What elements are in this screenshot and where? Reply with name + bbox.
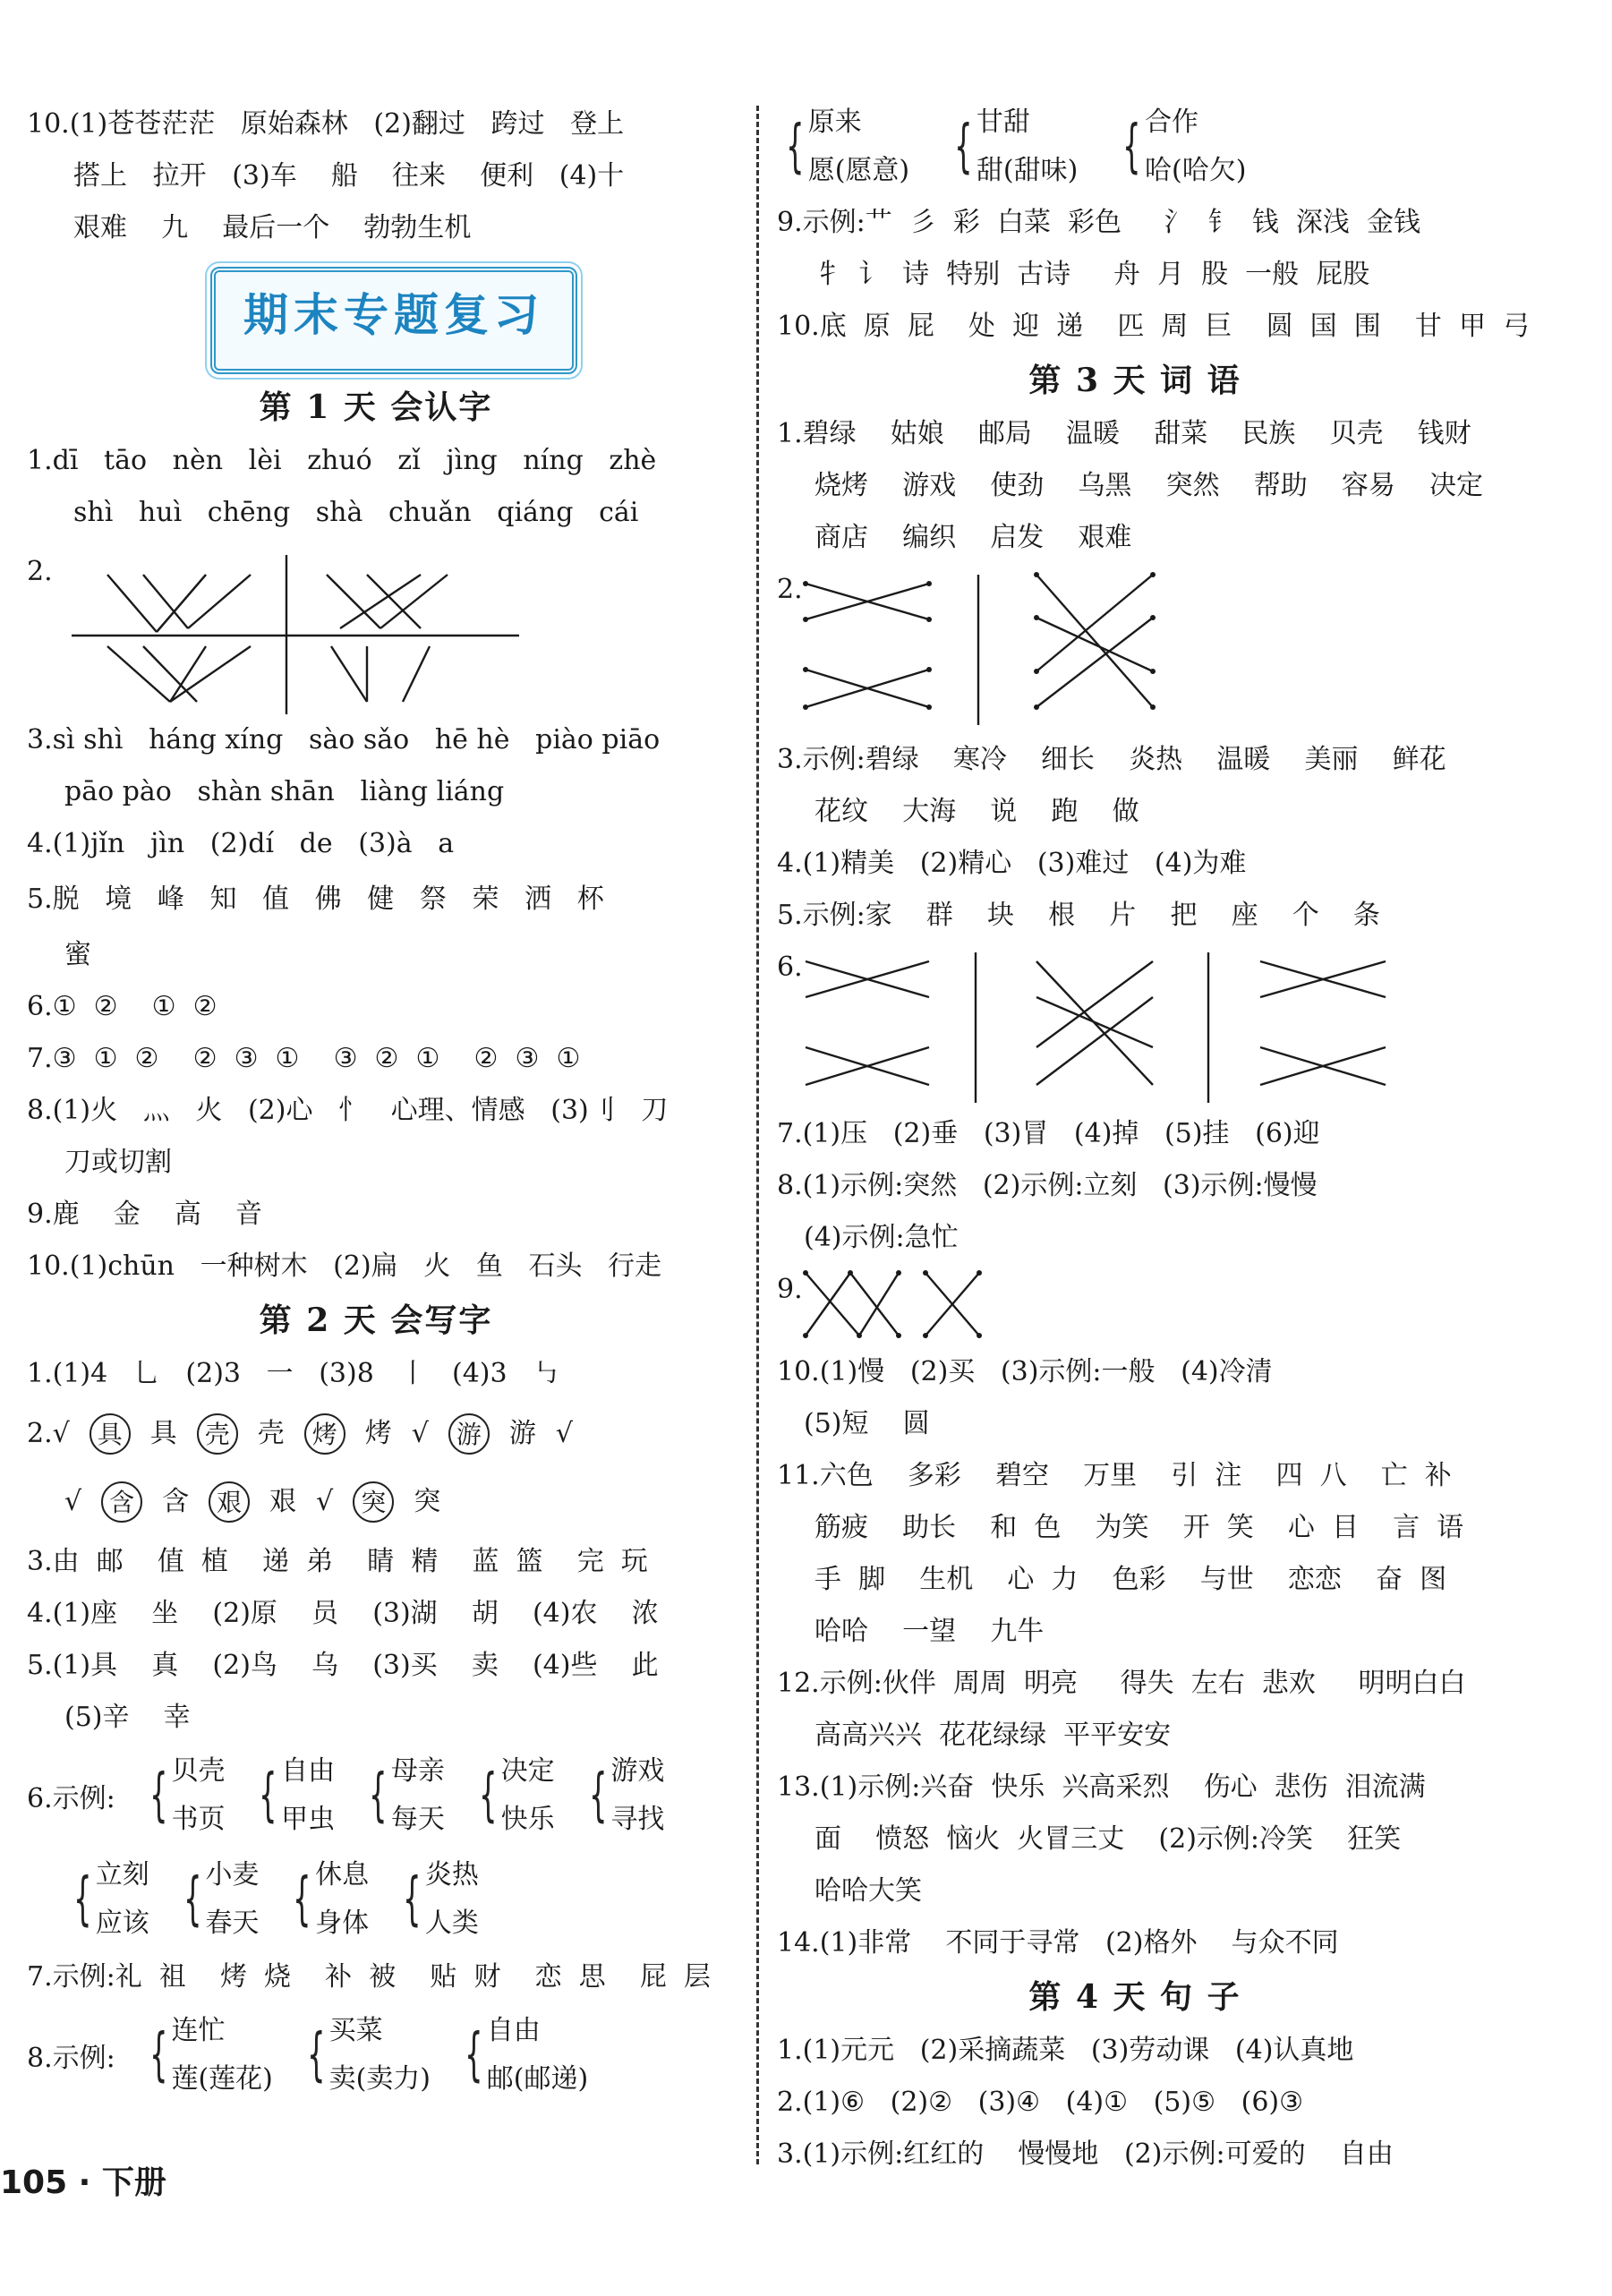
text-line: 哈哈大笑 — [815, 1875, 922, 1907]
word-pair: { 游戏 寻找 — [588, 1755, 665, 1835]
text-line: 高高兴兴 花花绿绿 平平安安 — [815, 1720, 1172, 1751]
text-line: 9.鹿 金 高 音 — [27, 1199, 263, 1230]
text-line: shì huì chēng shà chuǎn qiáng cái — [73, 497, 639, 528]
text-line: pāo pào shàn shān liàng liáng — [64, 776, 505, 807]
check-mark: √ — [316, 1486, 334, 1517]
text-line: 5.示例:家 群 块 根 片 把 座 个 条 — [777, 900, 1380, 931]
word-pair: { 连忙 莲(莲花) — [149, 2015, 273, 2095]
text-line: 1.dī tāo nèn lèi zhuó zǐ jìng níng zhè — [27, 445, 657, 476]
question-label: 2. — [777, 574, 803, 605]
word-pair: { 休息 身体 — [293, 1859, 370, 1939]
text-line: 4.(1)座 坐 (2)原 员 (3)湖 胡 (4)农 浓 — [27, 1598, 659, 1629]
section-banner — [27, 254, 725, 380]
text-line: 搭上 拉开 (3)车 船 往来 便利 (4)十 — [73, 160, 625, 192]
text-line: 3.由 邮 值 植 递 弟 睛 精 蓝 篮 完 玩 — [27, 1546, 648, 1577]
text-line: 哈哈 一望 九牛 — [815, 1616, 1045, 1647]
text-line: 6.① ② ① ② — [27, 991, 217, 1022]
word-pair: { 买菜 卖(卖力) — [307, 2015, 431, 2095]
text-line: 4.(1)精美 (2)精心 (3)难过 (4)为难 — [777, 848, 1247, 879]
question-label: 2. — [27, 556, 53, 587]
page-number: 105 · 下册 — [0, 2164, 166, 2201]
question-label: 2.√ — [27, 1418, 70, 1449]
question-label: 6.示例: — [27, 1783, 115, 1814]
text-line: 5.(1)具 真 (2)鸟 乌 (3)买 卖 (4)些 此 — [27, 1650, 659, 1681]
text-line: 9.示例:艹 彡 彩 白菜 彩色 氵 钅 钱 深浅 金钱 — [777, 207, 1420, 238]
text-line: 艰难 九 最后一个 勃勃生机 — [73, 212, 472, 243]
text-line: 4.(1)jǐn jìn (2)dí de (3)à a — [27, 828, 455, 859]
check-mark: √ — [411, 1418, 429, 1449]
text-line: 10.(1)苍苍茫茫 原始森林 (2)翻过 跨过 登上 — [27, 108, 625, 140]
section-heading: 第 1 天 会认字 — [259, 388, 493, 426]
word-pair: { 甘甜 甜(甜味) — [954, 107, 1079, 186]
text-line: 5.脱 境 峰 知 值 佛 健 祭 荣 洒 杯 — [27, 883, 604, 915]
answer-char: 艰 — [269, 1486, 297, 1517]
word-pair: { 自由 邮(邮递) — [465, 2015, 589, 2095]
left-column — [27, 98, 725, 2107]
text-line: 10.底 原 屁 处 迎 递 匹 周 巨 圆 国 围 甘 甲 弓 — [777, 311, 1531, 342]
text-line: 2.(1)⑥ (2)② (3)④ (4)① (5)⑤ (6)③ — [777, 2087, 1304, 2118]
circle-row — [27, 1400, 725, 1468]
text-line: 3.示例:碧绿 寒冷 细长 炎热 温暖 美丽 鲜花 — [777, 744, 1446, 775]
text-line: 3.sì shì háng xíng sào sǎo hē hè piào piāo — [27, 724, 661, 755]
check-mark: √ — [64, 1486, 82, 1517]
answer-char: 具 — [149, 1418, 177, 1449]
word-pair: { 炎热 人类 — [403, 1859, 479, 1939]
word-pair: { 合作 哈(哈欠) — [1122, 107, 1247, 186]
matching-figure — [777, 1264, 1493, 1346]
text-line: 1.(1)4 乚 (2)3 一 (3)8 丨 (4)3 ㇉ — [27, 1358, 560, 1389]
text-line: 蜜 — [64, 939, 91, 970]
text-line: 7.示例:礼 祖 烤 烧 补 被 贴 财 恋 思 屁 层 — [27, 1961, 711, 1993]
circled-char: 烤 — [304, 1413, 345, 1455]
word-pair: { 决定 快乐 — [479, 1755, 555, 1835]
section-heading: 第 2 天 会写字 — [259, 1302, 493, 1339]
text-line: 筋疲 助长 和 色 为笑 开 笑 心 目 言 语 — [815, 1512, 1464, 1543]
answer-char: 壳 — [257, 1418, 285, 1449]
word-pair: { 母亲 每天 — [369, 1755, 445, 1835]
matching-lines — [795, 942, 1493, 1108]
text-line: 刀或切割 — [64, 1147, 172, 1178]
text-line: 11.六色 多彩 碧空 万里 引 注 四 八 亡 补 — [777, 1460, 1452, 1491]
brace-group-row — [27, 1744, 725, 1848]
circled-char: 具 — [90, 1413, 131, 1455]
text-line: 7.(1)压 (2)垂 (3)冒 (4)掉 (5)挂 (6)迎 — [777, 1118, 1320, 1149]
text-line: 12.示例:伙伴 周周 明亮 得失 左右 悲欢 明明白白 — [777, 1668, 1466, 1699]
banner-title: 期末专题复习 — [243, 289, 544, 341]
right-column — [777, 97, 1531, 2181]
word-pair: { 贝壳 书页 — [149, 1755, 226, 1835]
column-divider — [756, 106, 759, 2164]
matching-lines — [72, 539, 573, 714]
text-line: 烧烤 游戏 使劲 乌黑 突然 帮助 容易 决定 — [815, 470, 1484, 501]
circle-row — [27, 1468, 725, 1536]
answer-char: 烤 — [364, 1418, 392, 1449]
section-heading: 第 4 天 句 子 — [1028, 1978, 1241, 2016]
circled-char: 壳 — [197, 1413, 238, 1455]
circled-char: 游 — [448, 1413, 490, 1455]
matching-lines — [800, 1264, 1033, 1346]
text-line: (5)短 圆 — [804, 1408, 930, 1439]
section-heading: 第 3 天 词 语 — [1028, 362, 1241, 399]
text-line: 8.(1)火 灬 火 (2)心 忄 心理、情感 (3)刂 刀 — [27, 1095, 669, 1126]
brace-group-row — [27, 2003, 725, 2107]
answer-char: 含 — [162, 1486, 190, 1517]
text-line: 牜 讠 诗 特别 古诗 舟 月 股 一般 屁股 — [815, 259, 1370, 290]
text-line: 1.碧绿 姑娘 邮局 温暖 甜菜 民族 贝壳 钱财 — [777, 418, 1471, 449]
matching-figure — [777, 942, 1493, 1108]
text-line: 8.(1)示例:突然 (2)示例:立刻 (3)示例:慢慢 — [777, 1170, 1318, 1201]
text-line: 面 愤怒 恼火 火冒三丈 (2)示例:冷笑 狂笑 — [815, 1823, 1402, 1855]
question-label: 8.示例: — [27, 2043, 115, 2074]
brace-group-row — [777, 97, 1493, 197]
banner-frame — [210, 267, 577, 374]
text-line: (4)示例:急忙 — [804, 1222, 959, 1253]
word-pair: { 立刻 应该 — [73, 1859, 149, 1939]
text-line: 10.(1)慢 (2)买 (3)示例:一般 (4)冷清 — [777, 1356, 1273, 1387]
brace-group-row — [27, 1848, 725, 1951]
circled-char: 含 — [101, 1481, 142, 1523]
text-line: 1.(1)元元 (2)采摘蔬菜 (3)劳动课 (4)认真地 — [777, 2035, 1354, 2066]
text-line: 7.③ ① ② ② ③ ① ③ ② ① ② ③ ① — [27, 1043, 581, 1074]
text-line: 花纹 大海 说 跑 做 — [815, 796, 1139, 827]
matching-figure — [27, 539, 725, 714]
matching-lines — [795, 564, 1207, 734]
matching-figure — [777, 564, 1493, 734]
text-line: 3.(1)示例:红红的 慢慢地 (2)示例:可爱的 自由 — [777, 2138, 1394, 2170]
answer-char: 游 — [508, 1418, 536, 1449]
word-pair: { 原来 愿(愿意) — [786, 107, 910, 186]
circled-char: 突 — [353, 1481, 394, 1523]
text-line: 13.(1)示例:兴奋 快乐 兴高采烈 伤心 悲伤 泪流满 — [777, 1771, 1426, 1803]
question-label: 9. — [777, 1274, 803, 1305]
text-line: 商店 编织 启发 艰难 — [815, 522, 1132, 553]
answer-char: 突 — [414, 1486, 441, 1517]
question-label: 6. — [777, 952, 803, 983]
word-pair: { 小麦 春天 — [183, 1859, 260, 1939]
text-line: (5)辛 幸 — [64, 1702, 191, 1733]
circled-char: 艰 — [209, 1481, 250, 1523]
text-line: 手 脚 生机 心 力 色彩 与世 恋恋 奋 图 — [815, 1564, 1447, 1595]
text-line: 10.(1)chūn 一种树木 (2)扁 火 鱼 石头 行走 — [27, 1250, 662, 1282]
check-mark: √ — [555, 1418, 573, 1449]
text-line: 14.(1)非常 不同于寻常 (2)格外 与众不同 — [777, 1927, 1339, 1959]
word-pair: { 自由 甲虫 — [259, 1755, 336, 1835]
